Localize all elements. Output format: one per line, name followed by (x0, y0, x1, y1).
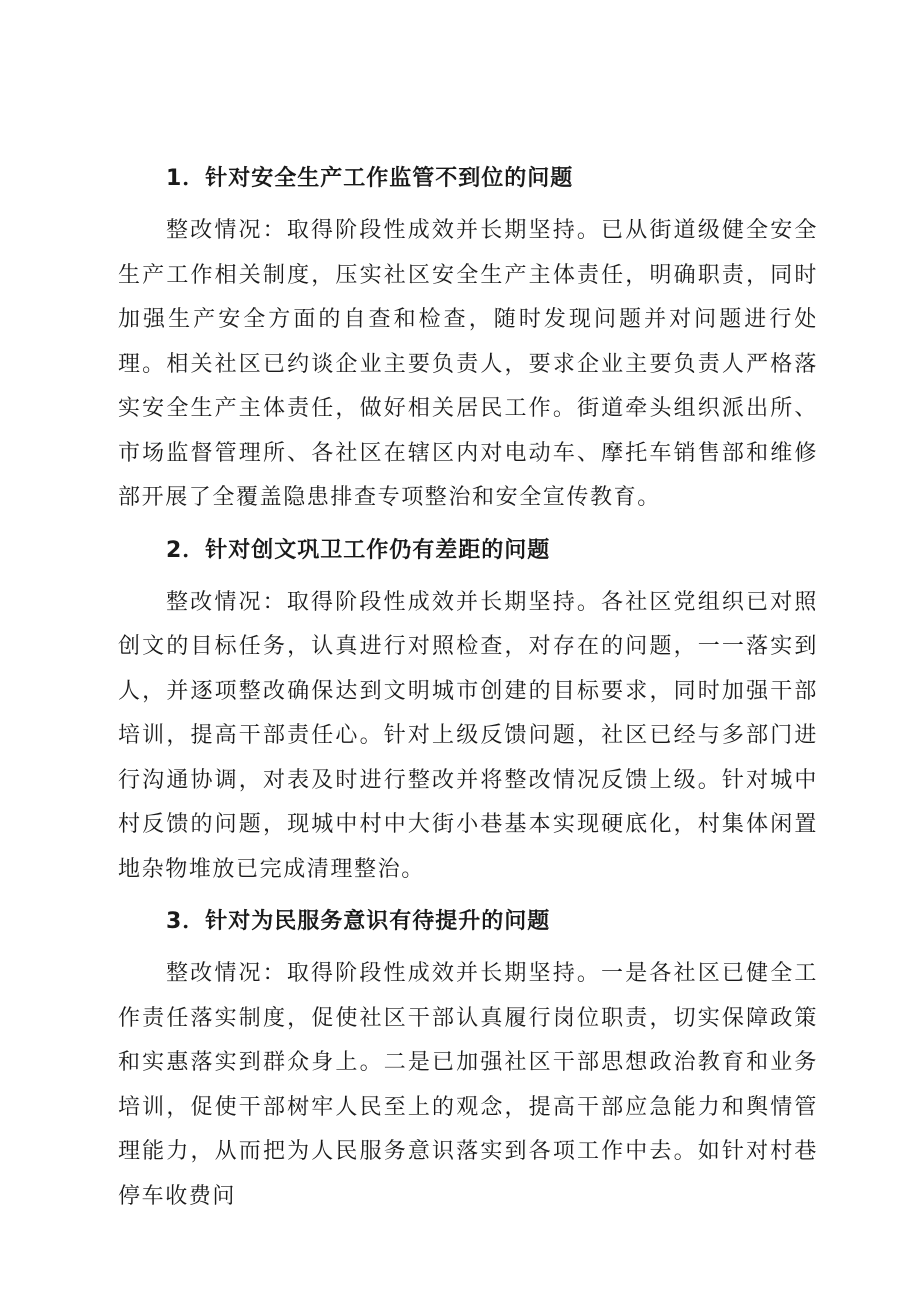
section-3-heading: 3．针对为民服务意识有待提升的问题 (166, 909, 551, 934)
section-2-heading: 2．针对创文巩卫工作仍有差距的问题 (166, 537, 551, 563)
section-1-paragraph: 整改情况：取得阶段性成效并长期坚持。已从街道级健全安全生产工作相关制度，压实社区安全生产主体责任，明确职责，同时加强生产安全方面的自查和检查，随时发现问题并对问题进行处理。相关社区已约谈企业主要负责人，要求企业主要负责人严格落实安全生产主体责任，做好相关居民工作。街道牵头组织派出所、市场监督管理所、各社区在辖区内对电动车、摩托车销售部和维修部开展了全覆盖隐患排查专项整治和安全宣传教育。 (118, 218, 818, 510)
section-3-paragraph: 整改情况：取得阶段性成效并长期坚持。一是各社区已健全工作责任落实制度，促使社区干部认真履行岗位职责，切实保障政策和实惠落实到群众身上。二是已加强社区干部思想政治教育和业务培训，促使干部树牢人民至上的观念，提高干部应急能力和舆情管理能力，从而把为人民服务意识落实到各项工作中去。如针对村巷停车收费问 (118, 961, 818, 1209)
section-2-paragraph: 整改情况：取得阶段性成效并长期坚持。各社区党组织已对照创文的目标任务，认真进行对照检查，对存在的问题，一一落实到人，并逐项整改确保达到文明城市创建的目标要求，同时加强干部培训，提高干部责任心。针对上级反馈问题，社区已经与多部门进行沟通协调，对表及时进行整改并将整改情况反馈上级。针对城中村反馈的问题，现城中村中大街小巷基本实现硬底化，村集体闲置地杂物堆放已完成清理整治。 (118, 589, 818, 882)
section-1-heading: 1．针对安全生产工作监管不到位的问题 (166, 166, 574, 191)
document-body (118, 157, 818, 1227)
